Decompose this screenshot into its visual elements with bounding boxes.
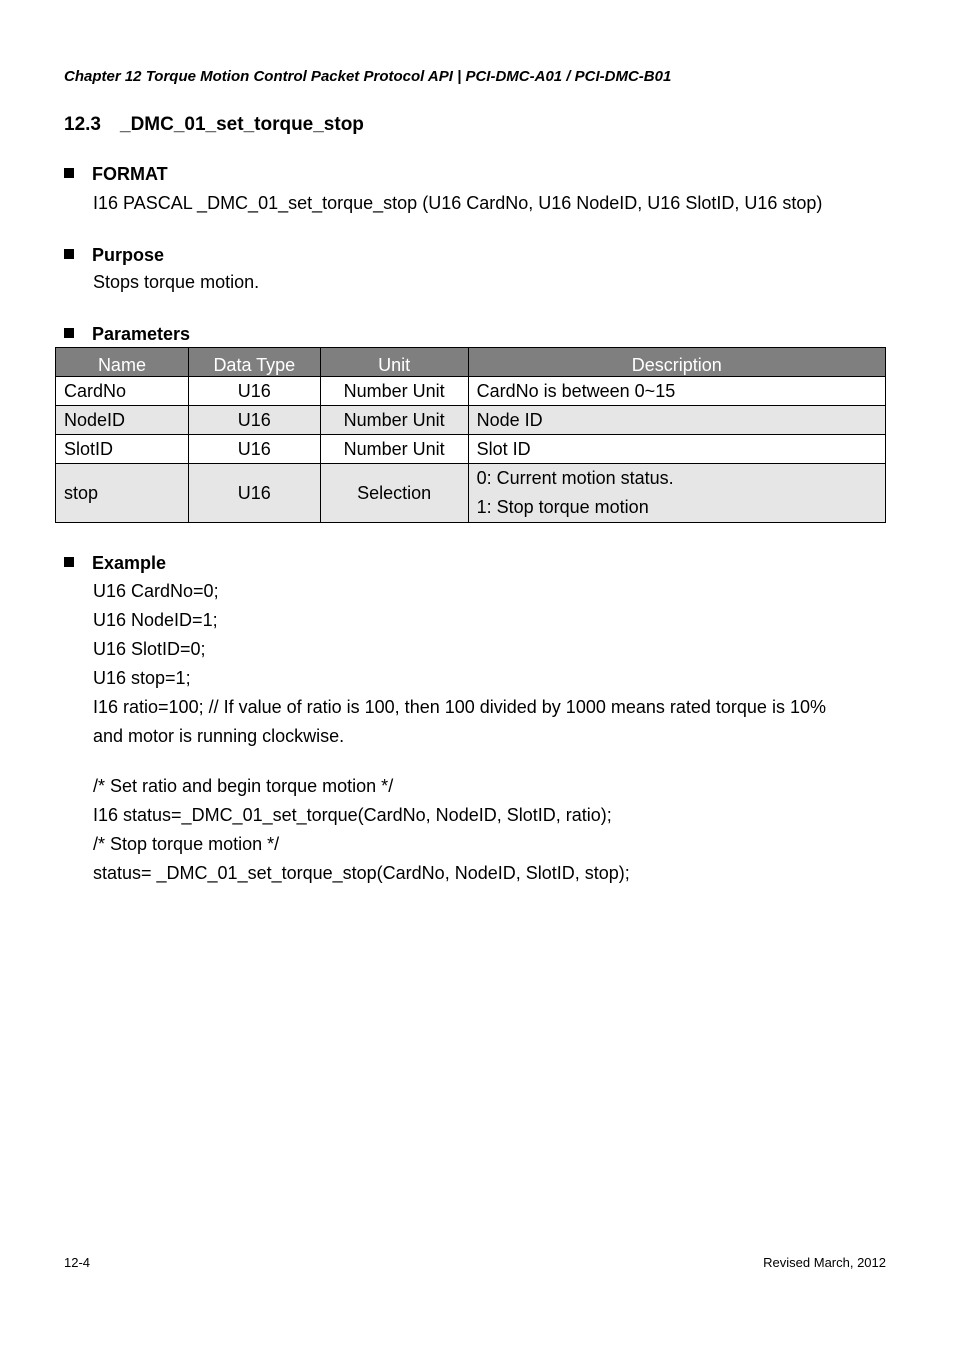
param-unit: Selection bbox=[320, 464, 468, 523]
param-name: CardNo bbox=[56, 377, 189, 406]
param-type: U16 bbox=[188, 406, 320, 435]
param-description: CardNo is between 0~15 bbox=[468, 377, 885, 406]
format-signature: I16 PASCAL _DMC_01_set_torque_stop (U16 CardNo, U16 NodeID, U16 SlotID, U16 stop) bbox=[93, 193, 823, 213]
param-type: U16 bbox=[188, 435, 320, 464]
column-header-name: Name bbox=[56, 348, 189, 377]
table-row bbox=[56, 435, 886, 464]
square-bullet-icon bbox=[64, 557, 74, 567]
column-header-unit: Unit bbox=[320, 348, 468, 377]
example-line: U16 NodeID=1; bbox=[93, 610, 218, 630]
parameters-heading bbox=[64, 323, 190, 345]
table-header-row bbox=[56, 348, 886, 377]
param-name: NodeID bbox=[56, 406, 189, 435]
param-type: U16 bbox=[188, 464, 320, 523]
param-unit: Number Unit bbox=[320, 406, 468, 435]
param-description-line: 1: Stop torque motion bbox=[476, 497, 649, 517]
parameters-heading-label: Parameters bbox=[92, 324, 191, 344]
purpose-text: Stops torque motion. bbox=[93, 272, 260, 292]
param-description bbox=[468, 464, 885, 523]
square-bullet-icon bbox=[64, 249, 74, 259]
example-code-line: I16 status=_DMC_01_set_torque(CardNo, NodeID, SlotID, ratio); bbox=[93, 805, 612, 825]
square-bullet-icon bbox=[64, 328, 74, 338]
format-heading-label: FORMAT bbox=[92, 164, 168, 184]
table-row bbox=[56, 464, 886, 523]
format-heading bbox=[64, 163, 168, 185]
example-heading-label: Example bbox=[92, 553, 167, 573]
example-line: U16 stop=1; bbox=[93, 668, 191, 688]
example-code-line: /* Set ratio and begin torque motion */ bbox=[93, 776, 394, 796]
param-description: Node ID bbox=[468, 406, 885, 435]
revision-date: Revised March, 2012 bbox=[763, 1255, 886, 1270]
example-heading bbox=[64, 552, 166, 574]
purpose-heading bbox=[64, 244, 164, 266]
section-title bbox=[64, 114, 364, 136]
example-code-line: status= _DMC_01_set_torque_stop(CardNo, NodeID, SlotID, stop); bbox=[93, 863, 630, 883]
example-line: and motor is running clockwise. bbox=[93, 726, 345, 746]
page-number: 12-4 bbox=[64, 1255, 91, 1270]
table-row bbox=[56, 406, 886, 435]
column-header-data-type: Data Type bbox=[188, 348, 320, 377]
param-description-line: 0: Current motion status. bbox=[476, 468, 674, 488]
param-name: stop bbox=[56, 464, 189, 523]
param-type: U16 bbox=[188, 377, 320, 406]
example-block bbox=[93, 577, 826, 751]
page-header: Chapter 12 Torque Motion Control Packet Protocol API | PCI-DMC-A01 / PCI-DMC-B01 bbox=[64, 68, 672, 85]
section-number: 12.3 bbox=[64, 114, 101, 135]
section-function-name: _DMC_01_set_torque_stop bbox=[120, 114, 364, 135]
example-code-line: /* Stop torque motion */ bbox=[93, 834, 280, 854]
example-line: U16 SlotID=0; bbox=[93, 639, 206, 659]
parameters-table bbox=[55, 347, 886, 523]
purpose-heading-label: Purpose bbox=[92, 245, 165, 265]
example-code-block bbox=[93, 772, 630, 888]
square-bullet-icon bbox=[64, 168, 74, 178]
param-unit: Number Unit bbox=[320, 377, 468, 406]
param-name: SlotID bbox=[56, 435, 189, 464]
example-line: U16 CardNo=0; bbox=[93, 581, 219, 601]
param-description: Slot ID bbox=[468, 435, 885, 464]
example-line: I16 ratio=100; // If value of ratio is 100, then 100 divided by 1000 means rated torque is 10% bbox=[93, 697, 826, 717]
column-header-description: Description bbox=[468, 348, 885, 377]
param-unit: Number Unit bbox=[320, 435, 468, 464]
table-row bbox=[56, 377, 886, 406]
